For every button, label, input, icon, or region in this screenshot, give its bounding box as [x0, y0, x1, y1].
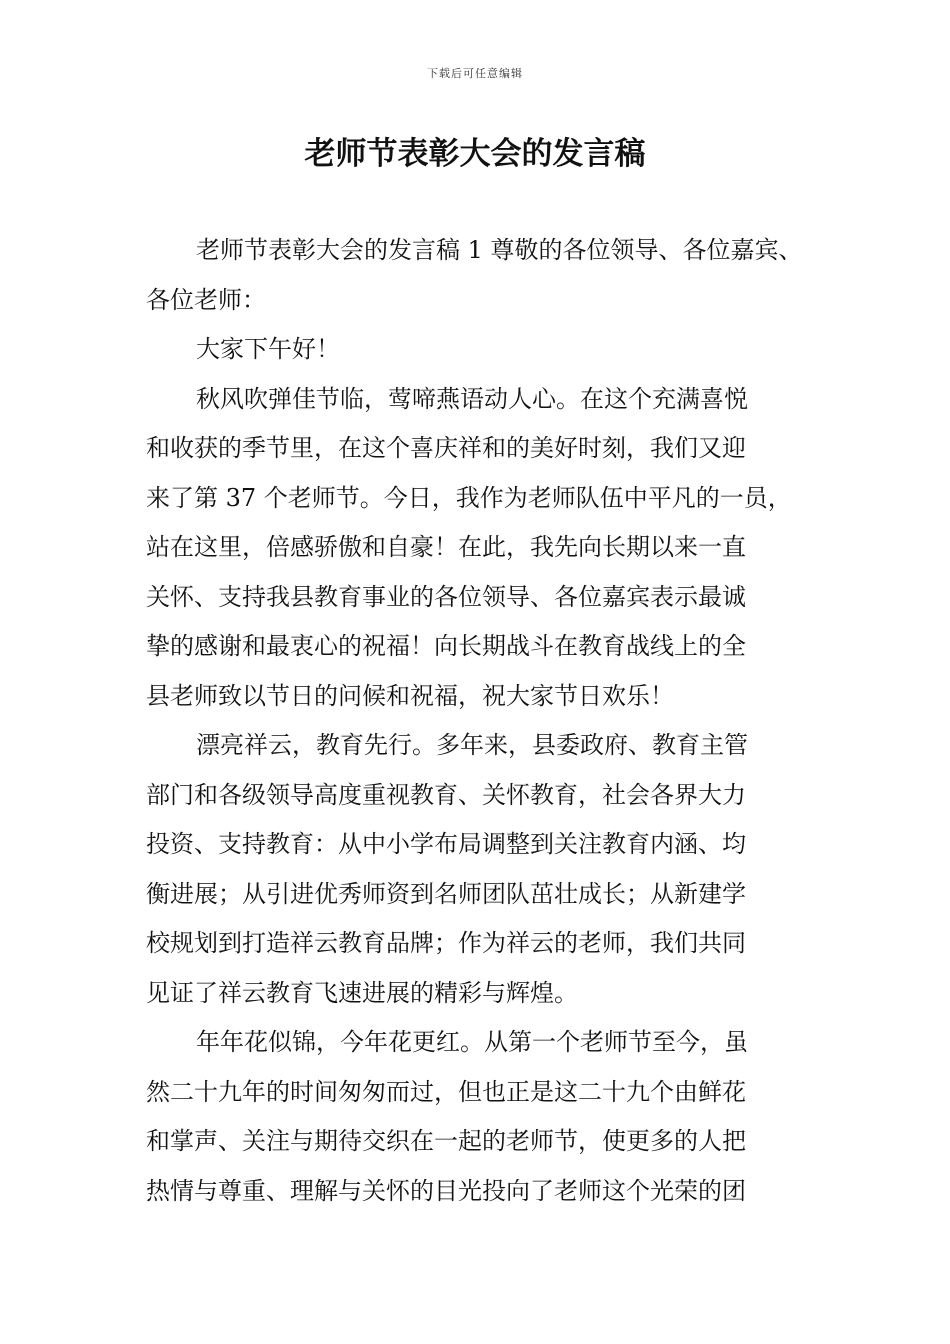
body-text-line: 校规划到打造祥云教育品牌；作为祥云的老师，我们共同: [146, 929, 746, 957]
page-header-note: 下载后可任意编辑: [427, 67, 523, 80]
body-text-line: 热情与尊重、理解与关怀的目光投向了老师这个光荣的团: [146, 1176, 746, 1205]
body-text-line: 漂亮祥云，教育先行。多年来，县委政府、教育主管: [196, 731, 748, 759]
body-text-line: 投资、支持教育：从中小学布局调整到关注教育内涵、均: [146, 830, 746, 858]
body-text-line: 站在这里，倍感骄傲和自豪！在此，我先向长期以来一直: [146, 533, 746, 561]
body-text-line: 县老师致以节日的问候和祝福，祝大家节日欢乐！: [146, 681, 674, 710]
body-text-line: 见证了祥云教育飞速进展的精彩与辉煌。: [146, 978, 578, 1007]
body-text-line: 挚的感谢和最衷心的祝福！向长期战斗在教育战线上的全: [146, 632, 746, 660]
body-text-line: 然二十九年的时间匆匆而过，但也正是这二十九个由鲜花: [146, 1077, 746, 1106]
document-title: 老师节表彰大会的发言稿: [304, 136, 646, 172]
body-text-line: 部门和各级领导高度重视教育、关怀教育，社会各界大力: [146, 780, 746, 809]
body-text-line: 和收获的季节里，在这个喜庆祥和的美好时刻，我们又迎: [146, 434, 746, 462]
body-text-line: 和掌声、关注与期待交织在一起的老师节，使更多的人把: [146, 1127, 746, 1155]
body-text-line: 大家下午好！: [196, 335, 340, 363]
body-text-line: 衡进展；从引进优秀师资到名师团队茁壮成长；从新建学: [146, 879, 746, 908]
body-text-line: 年年花似锦，今年花更红。从第一个老师节至今，虽: [196, 1028, 748, 1056]
body-text-line: 来了第 37 个老师节。今日，我作为老师队伍中平凡的一员，: [146, 483, 792, 512]
body-text-line: 各位老师：: [146, 285, 266, 314]
body-text-line: 关怀、支持我县教育事业的各位领导、各位嘉宾表示最诚: [146, 582, 746, 611]
body-text-line: 老师节表彰大会的发言稿 1 尊敬的各位领导、各位嘉宾、: [196, 236, 803, 264]
document-body: [146, 226, 836, 1216]
body-text-line: 秋风吹弹佳节临，莺啼燕语动人心。在这个充满喜悦: [196, 384, 748, 413]
